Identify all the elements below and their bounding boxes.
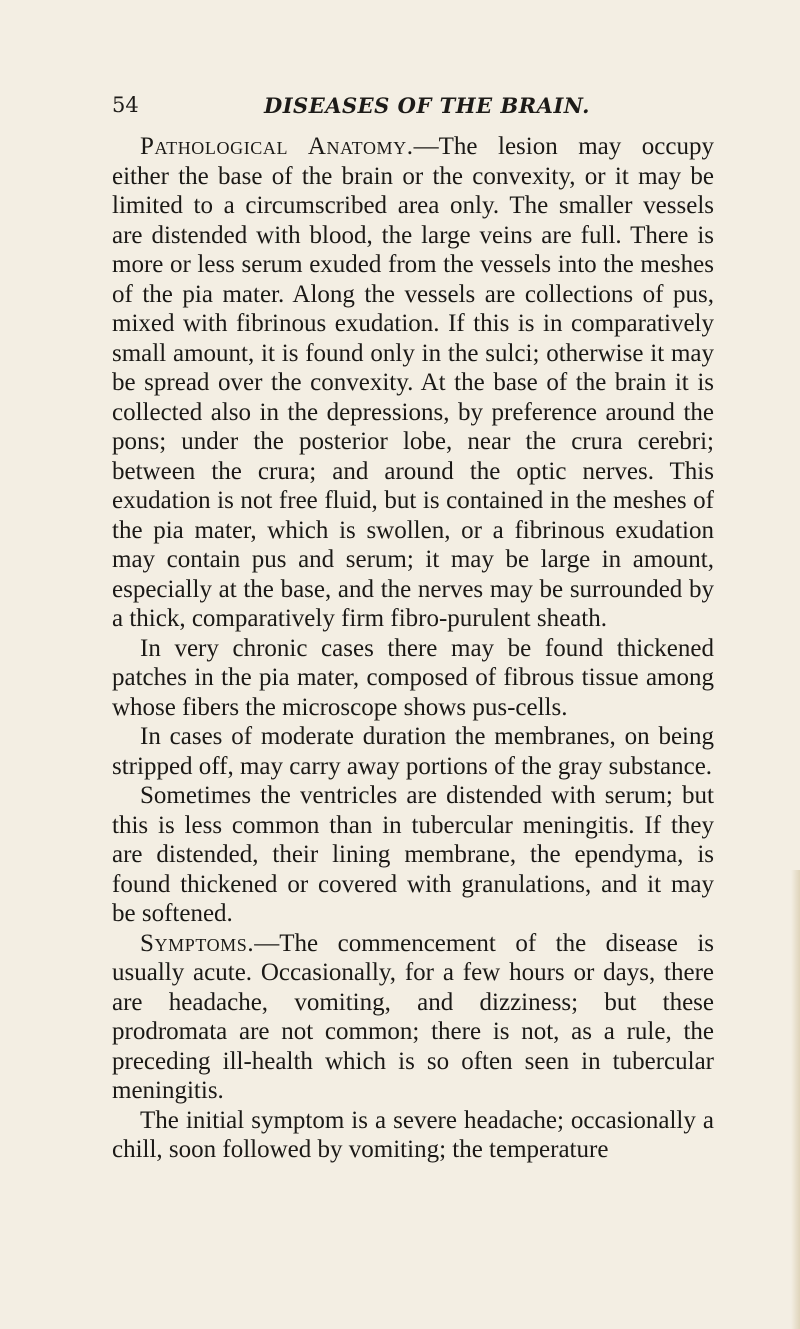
section-heading: Symptoms. — [140, 929, 255, 957]
paragraph — [112, 722, 714, 781]
body-text — [112, 132, 714, 1165]
paragraph — [112, 132, 714, 634]
paragraph — [112, 929, 714, 1106]
section-heading: Pathological Anatomy. — [140, 133, 414, 160]
paragraph — [112, 634, 714, 723]
page-number: 54 — [112, 93, 139, 117]
paragraph-text: —The lesion may occupy either the base of the brain or the convexity, or it may be limited to a circumscribed area only. The smaller vessels are distended with blood, the large veins are full. There is more or less serum exuded from the vessels into the meshes of the pia mater. Along the vessels are collections of pus, mixed with fibrinous exudation. If this is in comparatively small amount, it is found only in the sulci; otherwise it may be spread over the convexity. At the base of the brain it is collected also in the depressions, by preference around the pons; under the posterior lobe, near the crura cerebri; between the crura; and around the optic nerves. This exudation is not free fluid, but is contained in the meshes of the pia mater, which is swollen, or a fibrinous exudation may contain pus and serum; it may be large in amount, especially at the base, and the nerves may be surrounded by a thick, comparatively firm fibro-purulent sheath. — [112, 133, 714, 632]
paragraph-text: In very chronic cases there may be found thickened patches in the pia mater, composed of fibrous tissue among whose fibers the microscope shows pus-cells. — [112, 634, 714, 721]
paragraph — [112, 1106, 714, 1165]
page-edge-shadow — [791, 870, 800, 1329]
paragraph — [112, 781, 714, 929]
page-header — [112, 93, 710, 123]
paragraph-text: In cases of moderate duration the membranes, on being stripped off, may carry away portions of the gray substance. — [112, 723, 714, 780]
paragraph-text: —The commencement of the disease is usually acute. Occasionally, for a few hours or days, there are headache, vomiting, and dizziness; but these prodromata are not common; there is not, as a rule, the preceding ill-health which is so often seen in tubercular meningitis. — [112, 929, 714, 1104]
running-title: DISEASES OF THE BRAIN. — [264, 93, 590, 118]
paragraph-text: Sometimes the ventricles are distended with serum; but this is less common than in tubercular meningitis. If they are distended, their lining membrane, the ependyma, is found thickened or covered with granulations, and it may be softened. — [112, 782, 714, 927]
paragraph-text: The initial symptom is a severe headache; occasionally a chill, soon followed by vomiting; the temperature — [112, 1106, 714, 1163]
